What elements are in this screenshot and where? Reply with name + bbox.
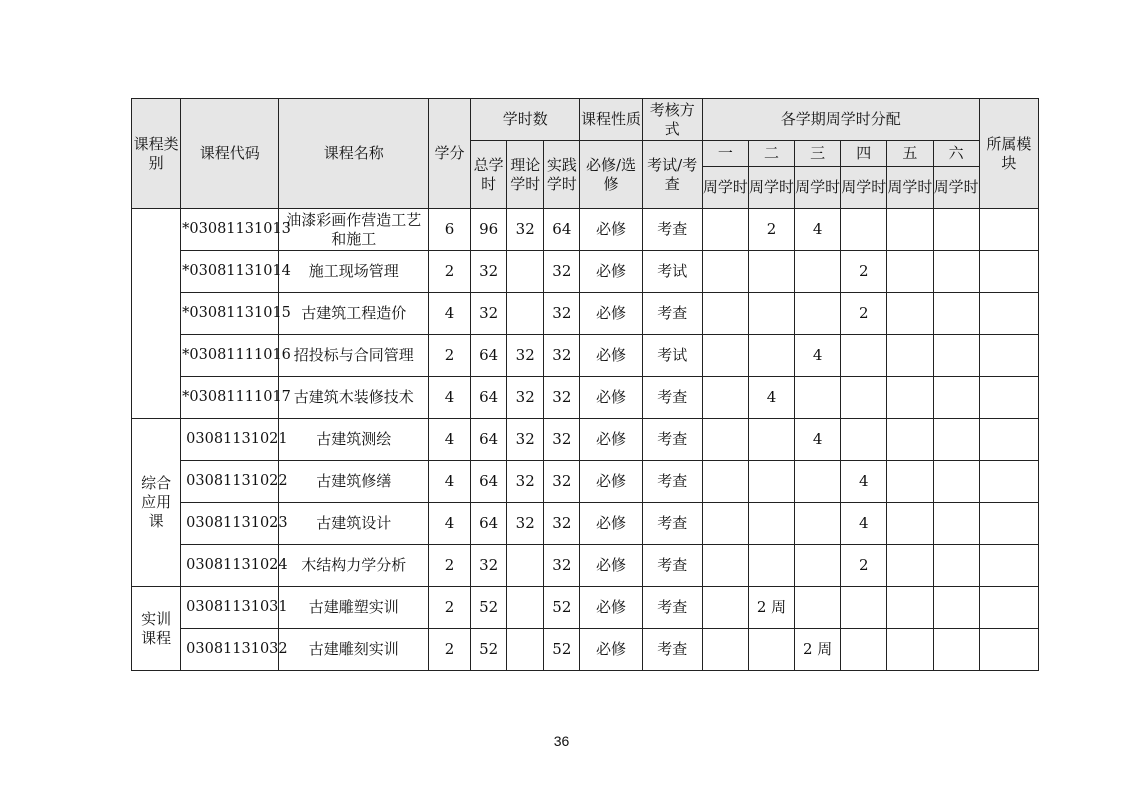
header-theory-hours: 理论学时 <box>507 141 544 209</box>
course-nature: 必修 <box>580 503 642 545</box>
course-module <box>979 545 1038 587</box>
course-module <box>979 209 1038 251</box>
total-hours: 64 <box>471 461 507 503</box>
semester-1-hours <box>702 587 748 629</box>
header-total-hours: 总学时 <box>471 141 507 209</box>
semester-2-hours: 2 <box>748 209 794 251</box>
semester-2-hours <box>748 503 794 545</box>
course-table <box>131 98 1039 671</box>
practice-hours: 32 <box>544 461 580 503</box>
header-semester-6: 六 <box>933 141 979 167</box>
course-nature: 必修 <box>580 209 642 251</box>
semester-3-hours <box>795 251 841 293</box>
practice-hours: 52 <box>544 629 580 671</box>
theory-hours: 32 <box>507 461 544 503</box>
course-credits: 4 <box>428 293 470 335</box>
semester-4-hours: 4 <box>841 461 887 503</box>
course-name: 古建筑设计 <box>279 503 428 545</box>
total-hours: 32 <box>471 251 507 293</box>
header-semester-2: 二 <box>748 141 794 167</box>
header-weekly-hours-1: 周学时 <box>702 167 748 209</box>
course-code: *03081131013 <box>181 209 279 251</box>
theory-hours: 32 <box>507 503 544 545</box>
course-name: 古建筑木装修技术 <box>279 377 428 419</box>
course-nature: 必修 <box>580 587 642 629</box>
course-module <box>979 377 1038 419</box>
course-credits: 4 <box>428 503 470 545</box>
table-row <box>132 545 1039 587</box>
table-row <box>132 377 1039 419</box>
semester-5-hours <box>887 503 933 545</box>
practice-hours: 32 <box>544 503 580 545</box>
course-name: 施工现场管理 <box>279 251 428 293</box>
total-hours: 52 <box>471 587 507 629</box>
table-row <box>132 461 1039 503</box>
table-row <box>132 629 1039 671</box>
course-module <box>979 293 1038 335</box>
practice-hours: 64 <box>544 209 580 251</box>
course-module <box>979 419 1038 461</box>
assessment-method: 考查 <box>642 377 702 419</box>
course-code: 03081131021 <box>181 419 279 461</box>
course-name: 木结构力学分析 <box>279 545 428 587</box>
header-semester-4: 四 <box>841 141 887 167</box>
semester-4-hours <box>841 377 887 419</box>
header-category: 课程类别 <box>132 99 181 209</box>
header-practice-hours: 实践学时 <box>544 141 580 209</box>
semester-1-hours <box>702 419 748 461</box>
course-credits: 2 <box>428 545 470 587</box>
course-nature: 必修 <box>580 293 642 335</box>
semester-2-hours <box>748 461 794 503</box>
course-category: 实训课程 <box>132 587 181 671</box>
assessment-method: 考查 <box>642 419 702 461</box>
semester-6-hours <box>933 419 979 461</box>
semester-3-hours <box>795 461 841 503</box>
total-hours: 52 <box>471 629 507 671</box>
semester-4-hours <box>841 335 887 377</box>
semester-4-hours: 4 <box>841 503 887 545</box>
course-code: *03081111016 <box>181 335 279 377</box>
semester-5-hours <box>887 209 933 251</box>
page-number: 36 <box>553 733 570 749</box>
course-nature: 必修 <box>580 461 642 503</box>
course-code: *03081131015 <box>181 293 279 335</box>
semester-5-hours <box>887 251 933 293</box>
header-semester-1: 一 <box>702 141 748 167</box>
header-module: 所属模块 <box>979 99 1038 209</box>
semester-1-hours <box>702 335 748 377</box>
header-hours-group: 学时数 <box>471 99 580 141</box>
semester-5-hours <box>887 293 933 335</box>
semester-6-hours <box>933 251 979 293</box>
semester-6-hours <box>933 293 979 335</box>
course-code: 03081131023 <box>181 503 279 545</box>
semester-6-hours <box>933 503 979 545</box>
semester-3-hours <box>795 293 841 335</box>
semester-1-hours <box>702 545 748 587</box>
course-name: 油漆彩画作营造工艺和施工 <box>279 209 428 251</box>
semester-2-hours <box>748 419 794 461</box>
course-credits: 2 <box>428 335 470 377</box>
course-credits: 2 <box>428 251 470 293</box>
semester-5-hours <box>887 545 933 587</box>
course-module <box>979 251 1038 293</box>
table-body <box>132 209 1039 671</box>
semester-6-hours <box>933 377 979 419</box>
assessment-method: 考试 <box>642 251 702 293</box>
total-hours: 64 <box>471 335 507 377</box>
semester-3-hours: 4 <box>795 335 841 377</box>
header-nature: 课程性质 <box>580 99 642 141</box>
semester-3-hours: 2 周 <box>795 629 841 671</box>
semester-4-hours <box>841 587 887 629</box>
assessment-method: 考查 <box>642 629 702 671</box>
course-module <box>979 461 1038 503</box>
header-weekly-hours-4: 周学时 <box>841 167 887 209</box>
course-code: 03081131032 <box>181 629 279 671</box>
semester-5-hours <box>887 587 933 629</box>
semester-2-hours: 4 <box>748 377 794 419</box>
assessment-method: 考试 <box>642 335 702 377</box>
semester-2-hours <box>748 629 794 671</box>
semester-1-hours <box>702 209 748 251</box>
semester-4-hours <box>841 419 887 461</box>
practice-hours: 32 <box>544 293 580 335</box>
semester-4-hours: 2 <box>841 293 887 335</box>
theory-hours: 32 <box>507 335 544 377</box>
course-name: 招投标与合同管理 <box>279 335 428 377</box>
semester-5-hours <box>887 377 933 419</box>
course-code: *03081111017 <box>181 377 279 419</box>
table-row <box>132 503 1039 545</box>
header-credits: 学分 <box>428 99 470 209</box>
header-assessment-values: 考试/考查 <box>642 141 702 209</box>
theory-hours <box>507 293 544 335</box>
table-header <box>132 99 1039 209</box>
table-row <box>132 251 1039 293</box>
table-row <box>132 587 1039 629</box>
course-credits: 2 <box>428 587 470 629</box>
course-nature: 必修 <box>580 629 642 671</box>
assessment-method: 考查 <box>642 293 702 335</box>
header-weekly-hours-5: 周学时 <box>887 167 933 209</box>
total-hours: 64 <box>471 503 507 545</box>
semester-3-hours <box>795 545 841 587</box>
semester-6-hours <box>933 629 979 671</box>
semester-5-hours <box>887 461 933 503</box>
semester-6-hours <box>933 545 979 587</box>
semester-2-hours: 2 周 <box>748 587 794 629</box>
course-category <box>132 209 181 419</box>
course-nature: 必修 <box>580 335 642 377</box>
semester-1-hours <box>702 629 748 671</box>
course-credits: 4 <box>428 461 470 503</box>
semester-1-hours <box>702 503 748 545</box>
semester-5-hours <box>887 629 933 671</box>
semester-4-hours: 2 <box>841 251 887 293</box>
semester-1-hours <box>702 293 748 335</box>
course-module <box>979 335 1038 377</box>
practice-hours: 32 <box>544 419 580 461</box>
practice-hours: 32 <box>544 251 580 293</box>
course-module <box>979 587 1038 629</box>
semester-4-hours: 2 <box>841 545 887 587</box>
course-credits: 4 <box>428 377 470 419</box>
semester-2-hours <box>748 545 794 587</box>
semester-2-hours <box>748 335 794 377</box>
header-weekly-hours-6: 周学时 <box>933 167 979 209</box>
semester-5-hours <box>887 335 933 377</box>
theory-hours <box>507 251 544 293</box>
header-semester-3: 三 <box>795 141 841 167</box>
header-weekly-hours-2: 周学时 <box>748 167 794 209</box>
semester-1-hours <box>702 377 748 419</box>
course-name: 古建筑修缮 <box>279 461 428 503</box>
course-code: *03081131014 <box>181 251 279 293</box>
header-assessment: 考核方式 <box>642 99 702 141</box>
semester-2-hours <box>748 293 794 335</box>
course-credits: 6 <box>428 209 470 251</box>
course-nature: 必修 <box>580 545 642 587</box>
course-name: 古建雕塑实训 <box>279 587 428 629</box>
semester-6-hours <box>933 209 979 251</box>
practice-hours: 32 <box>544 377 580 419</box>
course-category: 综合应用课 <box>132 419 181 587</box>
semester-3-hours: 4 <box>795 419 841 461</box>
course-nature: 必修 <box>580 419 642 461</box>
total-hours: 32 <box>471 293 507 335</box>
assessment-method: 考查 <box>642 587 702 629</box>
course-module <box>979 629 1038 671</box>
semester-2-hours <box>748 251 794 293</box>
theory-hours <box>507 545 544 587</box>
semester-6-hours <box>933 461 979 503</box>
semester-4-hours <box>841 209 887 251</box>
practice-hours: 32 <box>544 335 580 377</box>
semester-6-hours <box>933 335 979 377</box>
course-code: 03081131022 <box>181 461 279 503</box>
semester-3-hours <box>795 503 841 545</box>
theory-hours: 32 <box>507 209 544 251</box>
header-semester-5: 五 <box>887 141 933 167</box>
course-name: 古建筑工程造价 <box>279 293 428 335</box>
theory-hours <box>507 587 544 629</box>
course-credits: 2 <box>428 629 470 671</box>
course-name: 古建雕刻实训 <box>279 629 428 671</box>
header-weekly-hours-3: 周学时 <box>795 167 841 209</box>
course-nature: 必修 <box>580 251 642 293</box>
semester-3-hours <box>795 587 841 629</box>
semester-3-hours <box>795 377 841 419</box>
theory-hours: 32 <box>507 419 544 461</box>
header-name: 课程名称 <box>279 99 428 209</box>
semester-6-hours <box>933 587 979 629</box>
assessment-method: 考查 <box>642 503 702 545</box>
table-row <box>132 419 1039 461</box>
course-module <box>979 503 1038 545</box>
semester-1-hours <box>702 461 748 503</box>
table-row <box>132 293 1039 335</box>
course-code: 03081131031 <box>181 587 279 629</box>
table-row <box>132 335 1039 377</box>
total-hours: 96 <box>471 209 507 251</box>
course-nature: 必修 <box>580 377 642 419</box>
total-hours: 64 <box>471 419 507 461</box>
assessment-method: 考查 <box>642 545 702 587</box>
assessment-method: 考查 <box>642 209 702 251</box>
practice-hours: 32 <box>544 545 580 587</box>
semester-5-hours <box>887 419 933 461</box>
course-name: 古建筑测绘 <box>279 419 428 461</box>
semester-4-hours <box>841 629 887 671</box>
semester-1-hours <box>702 251 748 293</box>
total-hours: 64 <box>471 377 507 419</box>
theory-hours: 32 <box>507 377 544 419</box>
total-hours: 32 <box>471 545 507 587</box>
theory-hours <box>507 629 544 671</box>
course-code: 03081131024 <box>181 545 279 587</box>
semester-3-hours: 4 <box>795 209 841 251</box>
course-credits: 4 <box>428 419 470 461</box>
assessment-method: 考查 <box>642 461 702 503</box>
header-code: 课程代码 <box>181 99 279 209</box>
practice-hours: 52 <box>544 587 580 629</box>
header-nature-values: 必修/选修 <box>580 141 642 209</box>
header-semester-group: 各学期周学时分配 <box>702 99 979 141</box>
table-row <box>132 209 1039 251</box>
